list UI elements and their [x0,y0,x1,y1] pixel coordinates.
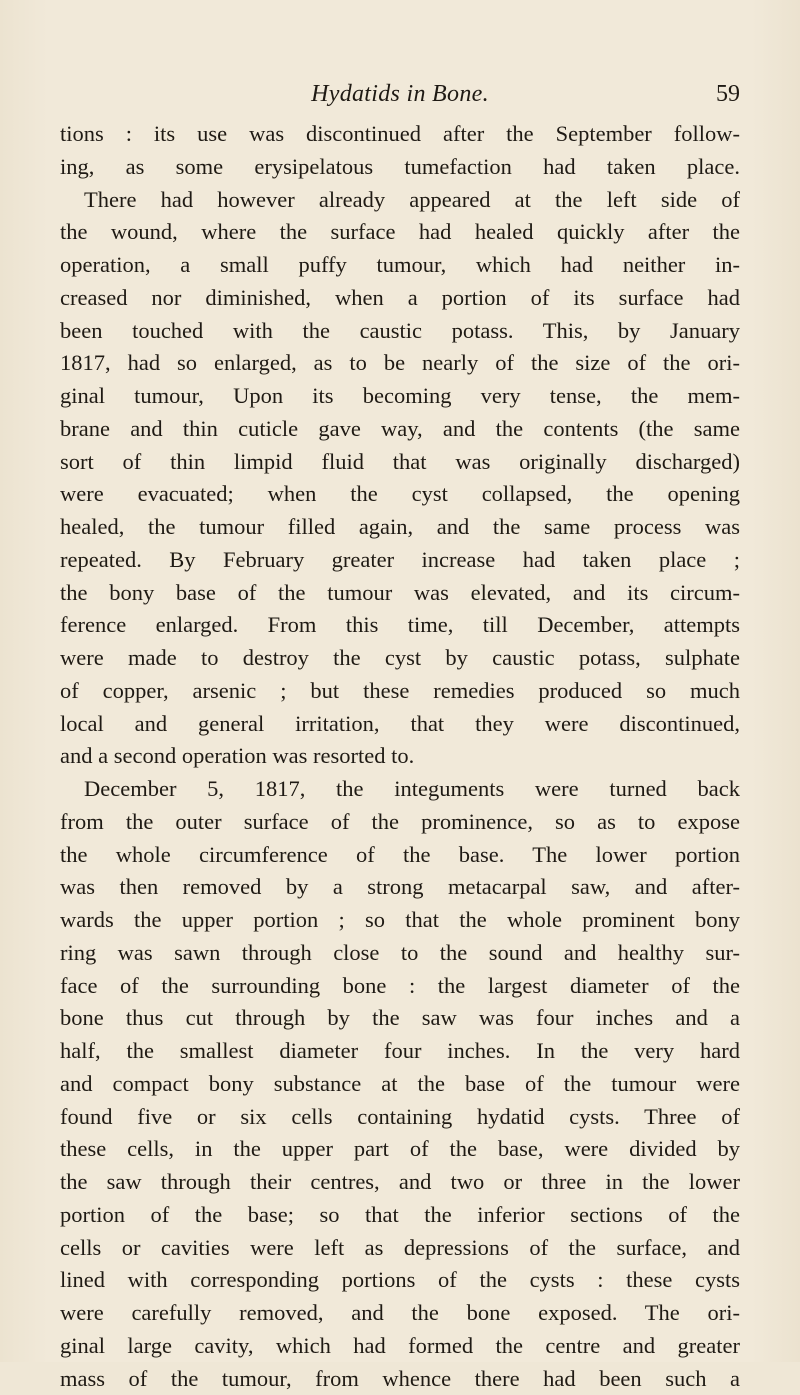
text-line: the saw through their centres, and two or three in the lower [60,1166,740,1199]
text-line: were evacuated; when the cyst collapsed, the opening [60,478,740,511]
page-header [60,79,740,119]
text-line: brane and thin cuticle gave way, and the contents (the same [60,413,740,446]
text-line: There had however already appeared at the left side of [60,184,740,217]
text-line: 1817, had so enlarged, as to be nearly of the size of the ori- [60,347,740,380]
text-line: and compact bony substance at the base of the tumour were [60,1068,740,1101]
text-line: were made to destroy the cyst by caustic potass, sulphate [60,642,740,675]
running-title: Hydatids in Bone. [60,79,740,109]
text-line: half, the smallest diameter four inches. In the very hard [60,1035,740,1068]
text-line: the whole circumference of the base. The lower portion [60,839,740,872]
text-line: from the outer surface of the prominence, so as to expose [60,806,740,839]
text-line: of copper, arsenic ; but these remedies produced so much [60,675,740,708]
text-line: lined with corresponding portions of the cysts : these cysts [60,1264,740,1297]
text-line: portion of the base; so that the inferior sections of the [60,1199,740,1232]
text-line: face of the surrounding bone : the largest diameter of the [60,970,740,1003]
text-line: found five or six cells containing hydatid cysts. Three of [60,1101,740,1134]
page-number: 59 [716,79,740,109]
text-line: creased nor diminished, when a portion of its surface had [60,282,740,315]
text-line: ring was sawn through close to the sound and healthy sur- [60,937,740,970]
text-line: and a second operation was resorted to. [60,740,740,773]
text-line: bone thus cut through by the saw was four inches and a [60,1002,740,1035]
text-line: December 5, 1817, the integuments were turned back [60,773,740,806]
text-line: local and general irritation, that they were discontinued, [60,708,740,741]
text-line: ing, as some erysipelatous tumefaction had taken place. [60,151,740,184]
text-line: mass of the tumour, from whence there had been such a [60,1363,740,1395]
text-line: operation, a small puffy tumour, which had neither in- [60,249,740,282]
text-line: wards the upper portion ; so that the whole prominent bony [60,904,740,937]
text-line: tions : its use was discontinued after the September follow- [60,118,740,151]
text-line: the bony base of the tumour was elevated, and its circum- [60,577,740,610]
text-line: ginal tumour, Upon its becoming very tense, the mem- [60,380,740,413]
text-line: the wound, where the surface had healed quickly after the [60,216,740,249]
text-line: healed, the tumour filled again, and the same process was [60,511,740,544]
body-text [60,118,740,1395]
text-line: repeated. By February greater increase had taken place ; [60,544,740,577]
text-line: were carefully removed, and the bone exposed. The ori- [60,1297,740,1330]
text-line: these cells, in the upper part of the base, were divided by [60,1133,740,1166]
text-line: sort of thin limpid fluid that was originally discharged) [60,446,740,479]
text-line: was then removed by a strong metacarpal saw, and after- [60,871,740,904]
text-line: been touched with the caustic potass. This, by January [60,315,740,348]
text-line: cells or cavities were left as depressions of the surface, and [60,1232,740,1265]
text-line: ginal large cavity, which had formed the centre and greater [60,1330,740,1363]
text-line: ference enlarged. From this time, till December, attempts [60,609,740,642]
